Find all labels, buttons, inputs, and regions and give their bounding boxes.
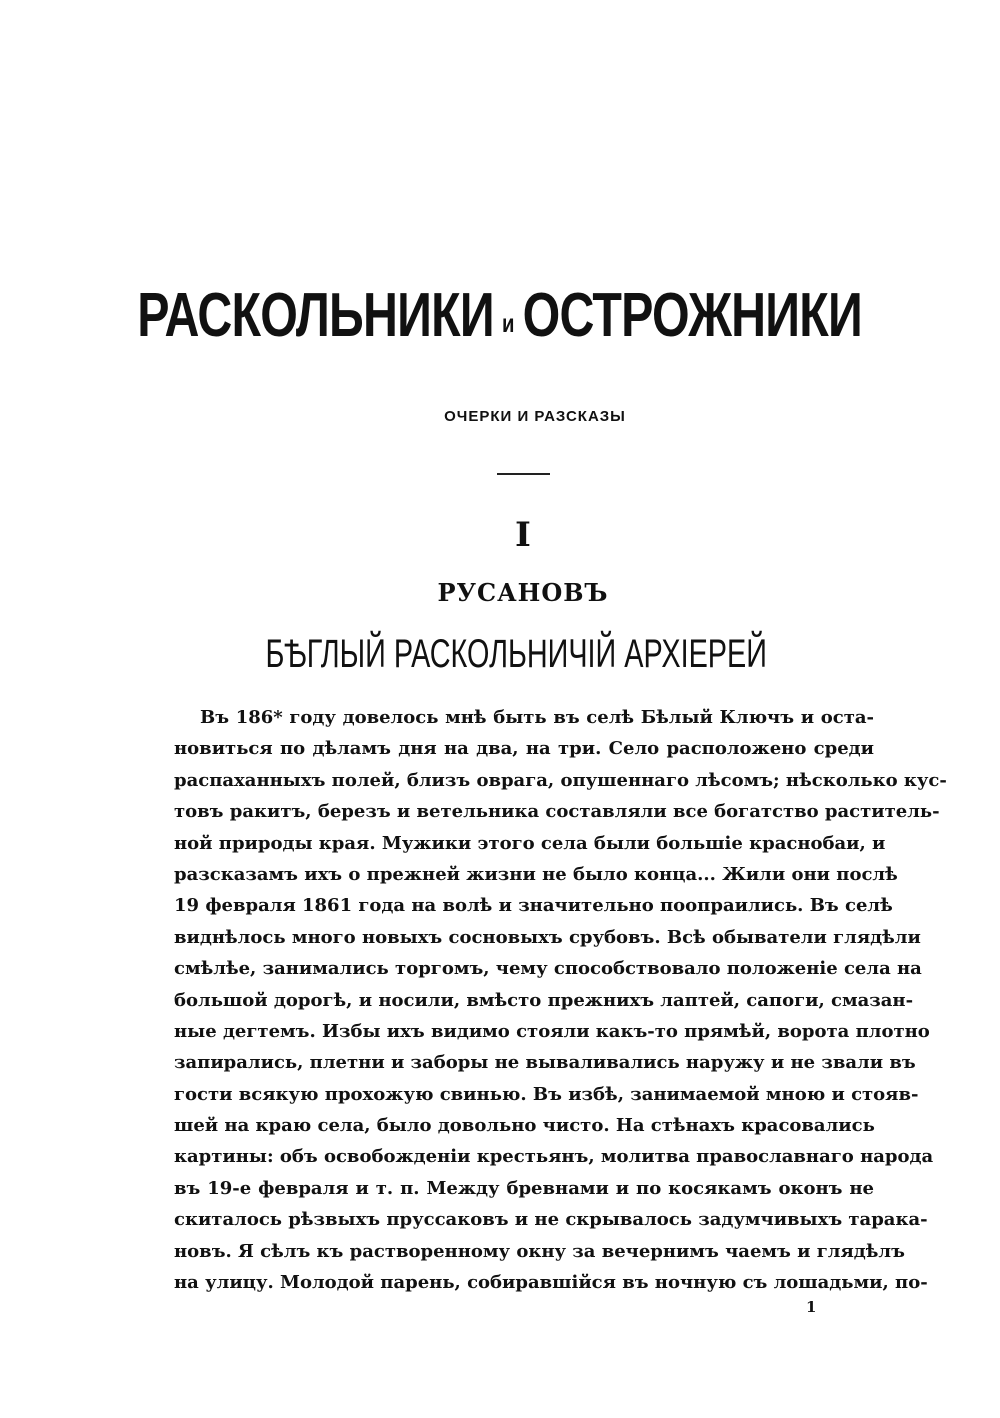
divider-rule [497,473,550,475]
chapter-name: РУСАНОВЪ [437,578,609,607]
text-line: разсказамъ ихъ о прежней жизни не было конца... Жили они послѣ [174,863,898,885]
text-line: большой дорогѣ, и носили, вмѣсто прежнихъ лаптей, сапоги, смазан- [174,989,914,1011]
book-title-inner [138,280,863,351]
text-line: скиталось рѣзвыхъ пруссаковъ и не скрывалось задумчивыхъ тарака- [174,1209,928,1231]
chapter-numeral: I [515,515,531,555]
text-line: виднѣлось много новыхъ сосновыхъ срубовъ. Всѣ обыватели глядѣли [174,926,921,948]
text-line: смѣлѣе, занимались торгомъ, чему способствовало положеніе села на [174,958,922,980]
book-subtitle: ОЧЕРКИ И РАЗСКАЗЫ [444,408,626,425]
text-line: запирались, плетни и заборы не вываливались наружу и не звали въ [174,1052,916,1074]
text-line: ной природы края. Мужики этого села были большіе краснобаи, и [174,832,886,854]
text-line: картины: объ освобожденіи крестьянъ, молитва православнаго народа [174,1146,934,1168]
chapter-subtitle [0,632,1000,677]
text-line: товъ ракитъ, березъ и ветельника составляли все богатство раститель- [174,801,940,823]
title-word-left: РАСКОЛЬНИКИ [137,281,495,350]
text-line: 19 февраля 1861 года на волѣ и значительно поопраились. Въ селѣ [174,895,893,917]
text-line: шей на краю села, было довольно чисто. На стѣнахъ красовались [174,1115,875,1137]
text-line: Въ 186* году довелось мнѣ быть въ селѣ Бѣлый Ключъ и оста- [200,707,874,728]
text-line: новъ. Я сѣлъ къ растворенному окну за вечернимъ чаемъ и глядѣлъ [174,1240,905,1262]
text-line: новиться по дѣламъ дня на два, на три. Село расположено среди [174,738,874,760]
text-line: на улицу. Молодой парень, собиравшійся въ ночную съ лошадьми, по- [174,1272,928,1294]
text-line: гости всякую прохожую свинью. Въ избѣ, занимаемой мною и стояв- [174,1083,919,1105]
text-line: ные дегтемъ. Избы ихъ видимо стояли какъ-то прямѣй, ворота плотно [174,1020,930,1042]
page-number: 1 [806,1298,817,1316]
body-paragraph [174,702,947,1298]
text-line: распаханныхъ полей, близъ оврага, опушеннаго лѣсомъ; нѣсколько кус- [174,769,947,791]
title-conjunction: и [502,308,515,338]
chapter-subtitle-text: БѢГЛЫЙ РАСКОЛЬНИЧІЙ АРХІЕРЕЙ [265,632,767,676]
title-word-right: ОСТРОЖНИКИ [523,281,863,350]
text-line: въ 19-е февраля и т. п. Между бревнами и по косякамъ оконъ не [174,1177,874,1199]
book-title [0,280,1000,351]
